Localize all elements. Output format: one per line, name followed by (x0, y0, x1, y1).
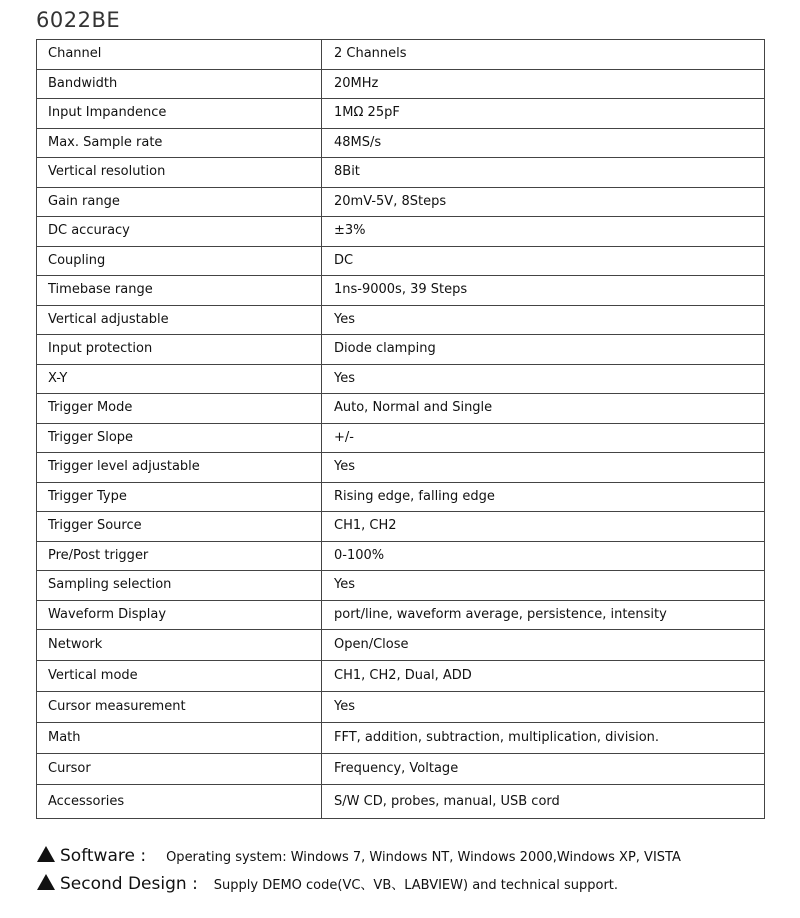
spec-label: Math (37, 723, 322, 754)
spec-value: 1ns-9000s, 39 Steps (322, 276, 765, 306)
note-label: Software : (60, 846, 147, 866)
spec-label: Bandwidth (37, 69, 322, 99)
spec-value: Open/Close (322, 630, 765, 661)
spec-label: Sampling selection (37, 571, 322, 601)
triangle-bullet-icon (37, 846, 55, 862)
note-text: Operating system: Windows 7, Windows NT, Windows 2000,Windows XP, VISTA (166, 850, 681, 865)
spec-label: Trigger Source (37, 512, 322, 542)
table-row (37, 785, 765, 819)
table-row (37, 364, 765, 394)
spec-value: Frequency, Voltage (322, 754, 765, 785)
table-row (37, 335, 765, 365)
spec-value: 20mV-5V, 8Steps (322, 187, 765, 217)
spec-label: Timebase range (37, 276, 322, 306)
spec-value: Yes (322, 692, 765, 723)
spec-table (36, 39, 765, 819)
spec-value: Yes (322, 305, 765, 335)
software-note (37, 845, 681, 866)
spec-label: Accessories (37, 785, 322, 819)
spec-label: Channel (37, 40, 322, 70)
spec-value: 0-100% (322, 541, 765, 571)
table-row (37, 187, 765, 217)
spec-label: Vertical mode (37, 661, 322, 692)
spec-label: Input protection (37, 335, 322, 365)
table-row (37, 482, 765, 512)
spec-value: Yes (322, 364, 765, 394)
table-row (37, 661, 765, 692)
spec-label: Coupling (37, 246, 322, 276)
spec-value: ±3% (322, 217, 765, 247)
spec-label: Input Impandence (37, 99, 322, 129)
spec-label: Cursor measurement (37, 692, 322, 723)
table-row (37, 453, 765, 483)
table-row (37, 571, 765, 601)
spec-value: Diode clamping (322, 335, 765, 365)
spec-value: Yes (322, 453, 765, 483)
note-text: Supply DEMO code(VC、VB、LABVIEW) and technical support. (213, 878, 619, 893)
spec-label: DC accuracy (37, 217, 322, 247)
spec-value: CH1, CH2, Dual, ADD (322, 661, 765, 692)
spec-value: Yes (322, 571, 765, 601)
page-title: 6022BE (36, 8, 121, 32)
spec-value: S/W CD, probes, manual, USB cord (322, 785, 765, 819)
spec-label: Trigger level adjustable (37, 453, 322, 483)
table-row (37, 305, 765, 335)
table-row (37, 541, 765, 571)
table-row (37, 40, 765, 70)
second-design-note (37, 873, 618, 894)
triangle-bullet-icon (37, 874, 55, 890)
spec-value: 2 Channels (322, 40, 765, 70)
spec-value: port/line, waveform average, persistence, intensity (322, 600, 765, 630)
table-row (37, 217, 765, 247)
spec-label: Trigger Mode (37, 394, 322, 424)
table-row (37, 276, 765, 306)
spec-value: 1MΩ 25pF (322, 99, 765, 129)
spec-value: 48MS/s (322, 128, 765, 158)
spec-value: +/- (322, 423, 765, 453)
spec-label: Network (37, 630, 322, 661)
table-row (37, 754, 765, 785)
table-row (37, 69, 765, 99)
spec-value: FFT, addition, subtraction, multiplication, division. (322, 723, 765, 754)
table-row (37, 394, 765, 424)
table-row (37, 158, 765, 188)
spec-value: 20MHz (322, 69, 765, 99)
table-row (37, 600, 765, 630)
spec-label: Max. Sample rate (37, 128, 322, 158)
table-row (37, 692, 765, 723)
spec-label: X-Y (37, 364, 322, 394)
spec-value: Rising edge, falling edge (322, 482, 765, 512)
spec-label: Vertical adjustable (37, 305, 322, 335)
spec-value: CH1, CH2 (322, 512, 765, 542)
table-row (37, 99, 765, 129)
table-row (37, 512, 765, 542)
spec-value: DC (322, 246, 765, 276)
table-row (37, 723, 765, 754)
table-row (37, 246, 765, 276)
spec-label: Waveform Display (37, 600, 322, 630)
spec-label: Cursor (37, 754, 322, 785)
table-row (37, 630, 765, 661)
spec-value: Auto, Normal and Single (322, 394, 765, 424)
spec-label: Trigger Slope (37, 423, 322, 453)
spec-label: Vertical resolution (37, 158, 322, 188)
spec-value: 8Bit (322, 158, 765, 188)
table-row (37, 423, 765, 453)
table-row (37, 128, 765, 158)
spec-label: Trigger Type (37, 482, 322, 512)
spec-label: Gain range (37, 187, 322, 217)
note-label: Second Design : (60, 874, 198, 894)
spec-label: Pre/Post trigger (37, 541, 322, 571)
